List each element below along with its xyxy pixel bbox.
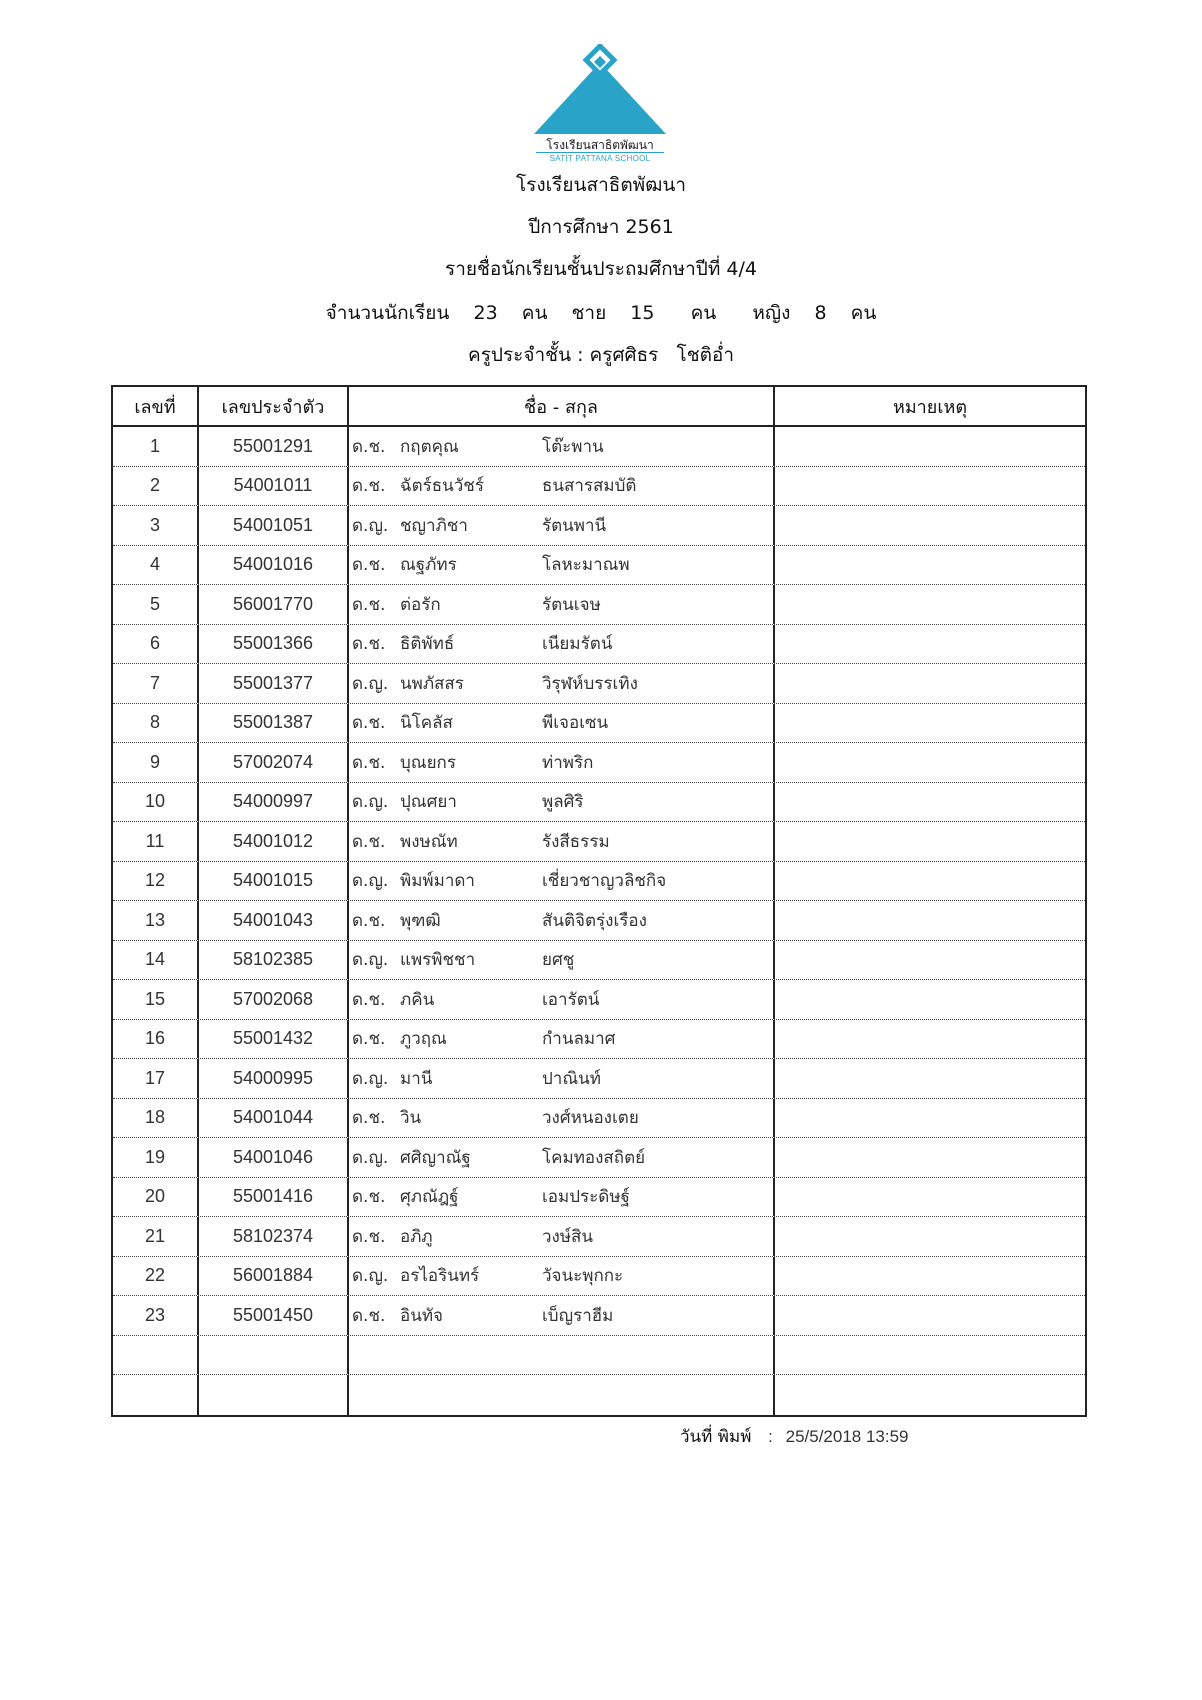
cell-name: [349, 1296, 775, 1335]
cell-name: [349, 901, 775, 940]
first-name: ฉัตร์ธนวัชร์: [400, 476, 484, 497]
table-row: [113, 506, 1085, 546]
cell-student-id: [199, 1336, 349, 1375]
first-name: มานี: [400, 1068, 433, 1089]
cell-number: 19: [113, 1138, 199, 1177]
cell-name: [349, 467, 775, 506]
name-prefix: ด.ช.: [352, 1226, 386, 1247]
cell-name: [349, 704, 775, 743]
first-name: ภูวฤณ: [400, 1029, 447, 1050]
cell-student-id: 57002068: [199, 980, 349, 1019]
cell-remarks: [775, 1257, 1085, 1296]
cell-number: 3: [113, 506, 199, 545]
cell-student-id: 54001015: [199, 862, 349, 901]
cell-number: 6: [113, 625, 199, 664]
name-prefix: ด.ช.: [352, 713, 386, 734]
first-name: ต่อรัก: [400, 594, 441, 615]
name-prefix: ด.ช.: [352, 594, 386, 615]
cell-name: [349, 1099, 775, 1138]
cell-remarks: [775, 1138, 1085, 1177]
cell-remarks: [775, 980, 1085, 1019]
table-row: [113, 941, 1085, 981]
table-row: [113, 1059, 1085, 1099]
cell-name: [349, 625, 775, 664]
name-prefix: ด.ช.: [352, 752, 386, 773]
cell-name: [349, 822, 775, 861]
cell-name: [349, 1257, 775, 1296]
cell-name: [349, 941, 775, 980]
cell-number: 9: [113, 743, 199, 782]
cell-number: 2: [113, 467, 199, 506]
cell-number: 14: [113, 941, 199, 980]
cell-student-id: 57002074: [199, 743, 349, 782]
table-row: [113, 1217, 1085, 1257]
name-prefix: ด.ช.: [352, 831, 386, 852]
column-header-name: ชื่อ - สกุล: [349, 387, 775, 425]
name-prefix: ด.ช.: [352, 1305, 386, 1326]
name-prefix: ด.ช.: [352, 989, 386, 1010]
cell-number: 15: [113, 980, 199, 1019]
school-logo: [530, 44, 670, 164]
cell-name: [349, 1059, 775, 1098]
cell-remarks: [775, 1020, 1085, 1059]
cell-student-id: 55001377: [199, 664, 349, 703]
name-prefix: ด.ช.: [352, 1029, 386, 1050]
table-row: [113, 546, 1085, 586]
cell-remarks: [775, 783, 1085, 822]
last-name: โคมทองสถิตย์: [542, 1147, 646, 1168]
logo-name-thai: โรงเรียนสาธิตพัฒนา: [546, 138, 654, 152]
print-date-label: วันที่ พิมพ์: [680, 1427, 752, 1447]
cell-number: 20: [113, 1178, 199, 1217]
cell-name: [349, 506, 775, 545]
column-header-remarks: หมายเหตุ: [892, 396, 968, 418]
cell-number: 16: [113, 1020, 199, 1059]
cell-student-id: 54001016: [199, 546, 349, 585]
cell-name: [349, 980, 775, 1019]
cell-student-id: 58102385: [199, 941, 349, 980]
table-row: [113, 1257, 1085, 1297]
cell-name: [349, 1178, 775, 1217]
last-name: ปาณินท์: [542, 1068, 601, 1089]
table-row: [113, 901, 1085, 941]
last-name: สันติจิตรุ่งเรือง: [542, 910, 647, 931]
cell-name: [349, 1336, 775, 1375]
first-name: ธิติพัทธ์: [400, 634, 455, 655]
last-name: พีเจอเซน: [542, 713, 609, 734]
name-prefix: ด.ญ.: [352, 792, 389, 813]
cell-name: [349, 585, 775, 624]
cell-remarks: [775, 1059, 1085, 1098]
cell-name: [349, 427, 775, 466]
cell-number: 10: [113, 783, 199, 822]
cell-number: 11: [113, 822, 199, 861]
cell-name: [349, 664, 775, 703]
homeroom-teacher: ครูประจำชั้น : ครูศศิธร โชติอ่ำ: [467, 344, 735, 366]
table-header-row: [113, 387, 1085, 427]
table-row: [113, 704, 1085, 744]
cell-name: [349, 783, 775, 822]
cell-student-id: 58102374: [199, 1217, 349, 1256]
cell-remarks: [775, 1217, 1085, 1256]
cell-number: 17: [113, 1059, 199, 1098]
cell-remarks: [775, 625, 1085, 664]
cell-number: 8: [113, 704, 199, 743]
cell-student-id: 54001046: [199, 1138, 349, 1177]
first-name: ศศิญาณัฐ: [400, 1147, 471, 1168]
table-row-empty: [113, 1336, 1085, 1376]
cell-remarks: [775, 1296, 1085, 1335]
cell-remarks: [775, 1099, 1085, 1138]
first-name: พิมพ์มาดา: [400, 871, 475, 892]
cell-student-id: 55001450: [199, 1296, 349, 1335]
cell-remarks: [775, 901, 1085, 940]
table-row: [113, 427, 1085, 467]
table-row: [113, 1138, 1085, 1178]
cell-remarks: [775, 1375, 1085, 1415]
name-prefix: ด.ญ.: [352, 1147, 389, 1168]
table-row: [113, 743, 1085, 783]
last-name: พูลศิริ: [542, 792, 584, 813]
cell-name: [349, 1217, 775, 1256]
table-row: [113, 783, 1085, 823]
cell-student-id: 55001366: [199, 625, 349, 664]
cell-remarks: [775, 704, 1085, 743]
cell-number: 23: [113, 1296, 199, 1335]
cell-remarks: [775, 862, 1085, 901]
first-name: ณฐภัทร: [400, 555, 457, 576]
cell-name: [349, 546, 775, 585]
cell-student-id: 54000995: [199, 1059, 349, 1098]
cell-number: [113, 1375, 199, 1415]
first-name: บุณยกร: [400, 752, 456, 773]
name-prefix: ด.ช.: [352, 436, 386, 457]
cell-remarks: [775, 546, 1085, 585]
last-name: โลหะมาณพ: [542, 555, 630, 576]
table-row: [113, 1099, 1085, 1139]
table-row: [113, 1296, 1085, 1336]
print-date-separator: :: [768, 1427, 773, 1446]
cell-student-id: 56001884: [199, 1257, 349, 1296]
print-date-value: 25/5/2018 13:59: [785, 1427, 909, 1446]
table-row-empty: [113, 1375, 1085, 1415]
cell-student-id: 54001043: [199, 901, 349, 940]
cell-student-id: 54001051: [199, 506, 349, 545]
logo-name-english: SATIT PATTANA SCHOOL: [549, 154, 651, 163]
cell-student-id: 54001012: [199, 822, 349, 861]
cell-number: 22: [113, 1257, 199, 1296]
name-prefix: ด.ช.: [352, 1108, 386, 1129]
first-name: ปุณศยา: [400, 792, 457, 813]
name-prefix: ด.ช.: [352, 555, 386, 576]
last-name: รัตนพานี: [542, 515, 607, 536]
last-name: ธนสารสมบัติ: [542, 476, 637, 497]
cell-remarks: [775, 664, 1085, 703]
cell-number: 7: [113, 664, 199, 703]
first-name: อินทัจ: [400, 1305, 443, 1326]
cell-student-id: 56001770: [199, 585, 349, 624]
last-name: วงษ์สิน: [542, 1226, 594, 1247]
cell-student-id: 54001044: [199, 1099, 349, 1138]
logo-mountain-icon: [530, 44, 670, 136]
cell-student-id: 55001432: [199, 1020, 349, 1059]
cell-number: 12: [113, 862, 199, 901]
cell-name: [349, 743, 775, 782]
first-name: ภคิน: [400, 989, 435, 1010]
cell-number: 4: [113, 546, 199, 585]
cell-remarks: [775, 585, 1085, 624]
student-count: จำนวนนักเรียน 23 คน ชาย 15 คน หญิง 8 คน: [325, 302, 877, 324]
cell-student-id: [199, 1375, 349, 1415]
name-prefix: ด.ญ.: [352, 673, 389, 694]
last-name: เชี่ยวชาญวลิชกิจ: [542, 871, 667, 892]
cell-student-id: 55001387: [199, 704, 349, 743]
name-prefix: ด.ญ.: [352, 1068, 389, 1089]
first-name: ชญาภิชา: [400, 515, 468, 536]
cell-remarks: [775, 822, 1085, 861]
first-name: วิน: [400, 1108, 422, 1129]
last-name: เอมประดิษฐ์: [542, 1187, 630, 1208]
cell-number: 18: [113, 1099, 199, 1138]
column-header-number: เลขที่: [113, 387, 199, 425]
cell-name: [349, 1020, 775, 1059]
last-name: รังสีธรรม: [542, 831, 610, 852]
last-name: เบ็ญราฮีม: [542, 1305, 614, 1326]
last-name: ท่าพริก: [542, 752, 594, 773]
print-date: [680, 1423, 909, 1450]
first-name: นพภัสสร: [400, 673, 464, 694]
cell-number: 13: [113, 901, 199, 940]
cell-name: [349, 1138, 775, 1177]
last-name: วงศ์หนองเตย: [542, 1108, 639, 1129]
cell-student-id: 54001011: [199, 467, 349, 506]
first-name: แพรพิชชา: [400, 950, 476, 971]
logo-divider: [536, 152, 664, 153]
academic-year: ปีการศึกษา 2561: [528, 216, 674, 238]
table-row: [113, 1178, 1085, 1218]
cell-student-id: 55001291: [199, 427, 349, 466]
cell-remarks: [775, 743, 1085, 782]
name-prefix: ด.ช.: [352, 1187, 386, 1208]
school-name: โรงเรียนสาธิตพัฒนา: [515, 174, 687, 196]
cell-remarks: [775, 467, 1085, 506]
name-prefix: ด.ญ.: [352, 950, 389, 971]
table-row: [113, 664, 1085, 704]
name-prefix: ด.ญ.: [352, 1266, 389, 1287]
name-prefix: ด.ช.: [352, 476, 386, 497]
cell-remarks: [775, 1178, 1085, 1217]
name-prefix: ด.ญ.: [352, 871, 389, 892]
first-name: อภิภู: [400, 1226, 433, 1247]
table-row: [113, 585, 1085, 625]
class-title: รายชื่อนักเรียนชั้นประถมศึกษาปีที่ 4/4: [445, 258, 757, 280]
first-name: นิโคลัส: [400, 713, 453, 734]
column-header-student-id: เลขประจำตัว: [199, 387, 349, 425]
cell-number: 1: [113, 427, 199, 466]
cell-remarks: [775, 1336, 1085, 1375]
cell-remarks: [775, 941, 1085, 980]
table-row: [113, 980, 1085, 1020]
cell-number: 5: [113, 585, 199, 624]
last-name: วิรุฬห์บรรเทิง: [542, 673, 638, 694]
last-name: เนียมรัตน์: [542, 634, 613, 655]
student-table: [111, 385, 1087, 1417]
table-row: [113, 822, 1085, 862]
cell-student-id: 54000997: [199, 783, 349, 822]
cell-remarks: [775, 427, 1085, 466]
first-name: กฤตคุณ: [400, 436, 459, 457]
first-name: พุฑฒิ: [400, 910, 441, 931]
cell-remarks: [775, 506, 1085, 545]
name-prefix: ด.ช.: [352, 634, 386, 655]
cell-number: [113, 1336, 199, 1375]
first-name: อรไอรินทร์: [400, 1266, 480, 1287]
last-name: รัตนเจษ: [542, 594, 601, 615]
first-name: ศุภณัฎฐ์: [400, 1187, 459, 1208]
table-row: [113, 1020, 1085, 1060]
table-row: [113, 862, 1085, 902]
last-name: เอารัตน์: [542, 989, 600, 1010]
cell-name: [349, 1375, 775, 1415]
first-name: พงษณัท: [400, 831, 458, 852]
last-name: ยศชู: [542, 950, 575, 971]
last-name: กำนลมาศ: [542, 1029, 616, 1050]
last-name: วัจนะพุกกะ: [542, 1266, 624, 1287]
cell-student-id: 55001416: [199, 1178, 349, 1217]
cell-name: [349, 862, 775, 901]
name-prefix: ด.ช.: [352, 910, 386, 931]
last-name: โต๊ะพาน: [542, 436, 604, 457]
cell-number: 21: [113, 1217, 199, 1256]
table-row: [113, 625, 1085, 665]
table-row: [113, 467, 1085, 507]
name-prefix: ด.ญ.: [352, 515, 389, 536]
